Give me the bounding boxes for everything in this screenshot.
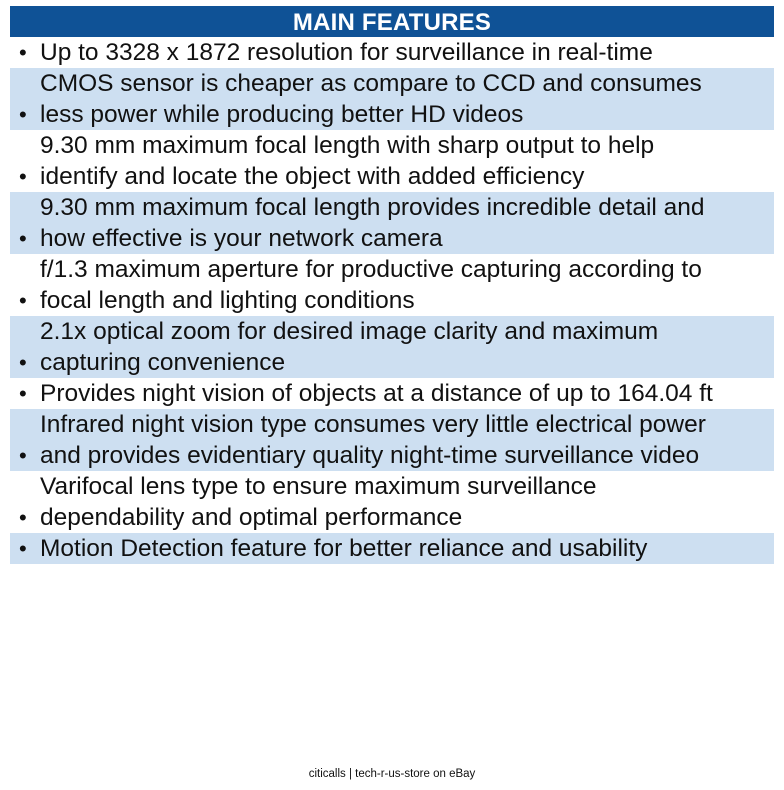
feature-text: 2.1x optical zoom for desired image clarity and maximum [40, 318, 659, 345]
bullet-icon: • [19, 350, 27, 375]
feature-item [10, 130, 774, 192]
bullet-icon: • [19, 102, 27, 127]
feature-text: less power while producing better HD videos [40, 101, 524, 128]
bullet-icon: • [19, 288, 27, 313]
feature-item [10, 378, 774, 409]
feature-text: Up to 3328 x 1872 resolution for surveillance in real-time [40, 39, 653, 66]
feature-item [10, 533, 774, 564]
feature-text: focal length and lighting conditions [40, 287, 415, 314]
feature-text: identify and locate the object with added efficiency [40, 163, 585, 190]
feature-text: and provides evidentiary quality night-time surveillance video [40, 442, 700, 469]
feature-item [10, 254, 774, 316]
feature-text: f/1.3 maximum aperture for productive capturing according to [40, 256, 702, 283]
feature-text: Motion Detection feature for better reliance and usability [40, 535, 648, 562]
feature-text: Varifocal lens type to ensure maximum surveillance [40, 473, 597, 500]
bullet-icon: • [19, 164, 27, 189]
store-footer: citicalls | tech-r-us-store on eBay [308, 768, 476, 780]
bullet-icon: • [19, 381, 27, 406]
feature-item [10, 37, 774, 68]
bullet-icon: • [19, 505, 27, 530]
feature-text: 9.30 mm maximum focal length provides incredible detail and [40, 194, 705, 221]
feature-text: how effective is your network camera [40, 225, 443, 252]
feature-text: CMOS sensor is cheaper as compare to CCD and consumes [40, 70, 702, 97]
feature-text: dependability and optimal performance [40, 504, 463, 531]
feature-text: capturing convenience [40, 349, 286, 376]
feature-item [10, 316, 774, 378]
feature-item [10, 409, 774, 471]
feature-text: Provides night vision of objects at a distance of up to 164.04 ft [40, 380, 713, 407]
feature-text: Infrared night vision type consumes very little electrical power [40, 411, 706, 438]
feature-text: 9.30 mm maximum focal length with sharp output to help [40, 132, 655, 159]
feature-item [10, 471, 774, 533]
main-features-header: MAIN FEATURES [10, 6, 774, 37]
bullet-icon: • [19, 443, 27, 468]
feature-item [10, 192, 774, 254]
bullet-icon: • [19, 40, 27, 65]
bullet-icon: • [19, 536, 27, 561]
feature-item [10, 68, 774, 130]
main-features-panel [10, 6, 774, 564]
bullet-icon: • [19, 226, 27, 251]
